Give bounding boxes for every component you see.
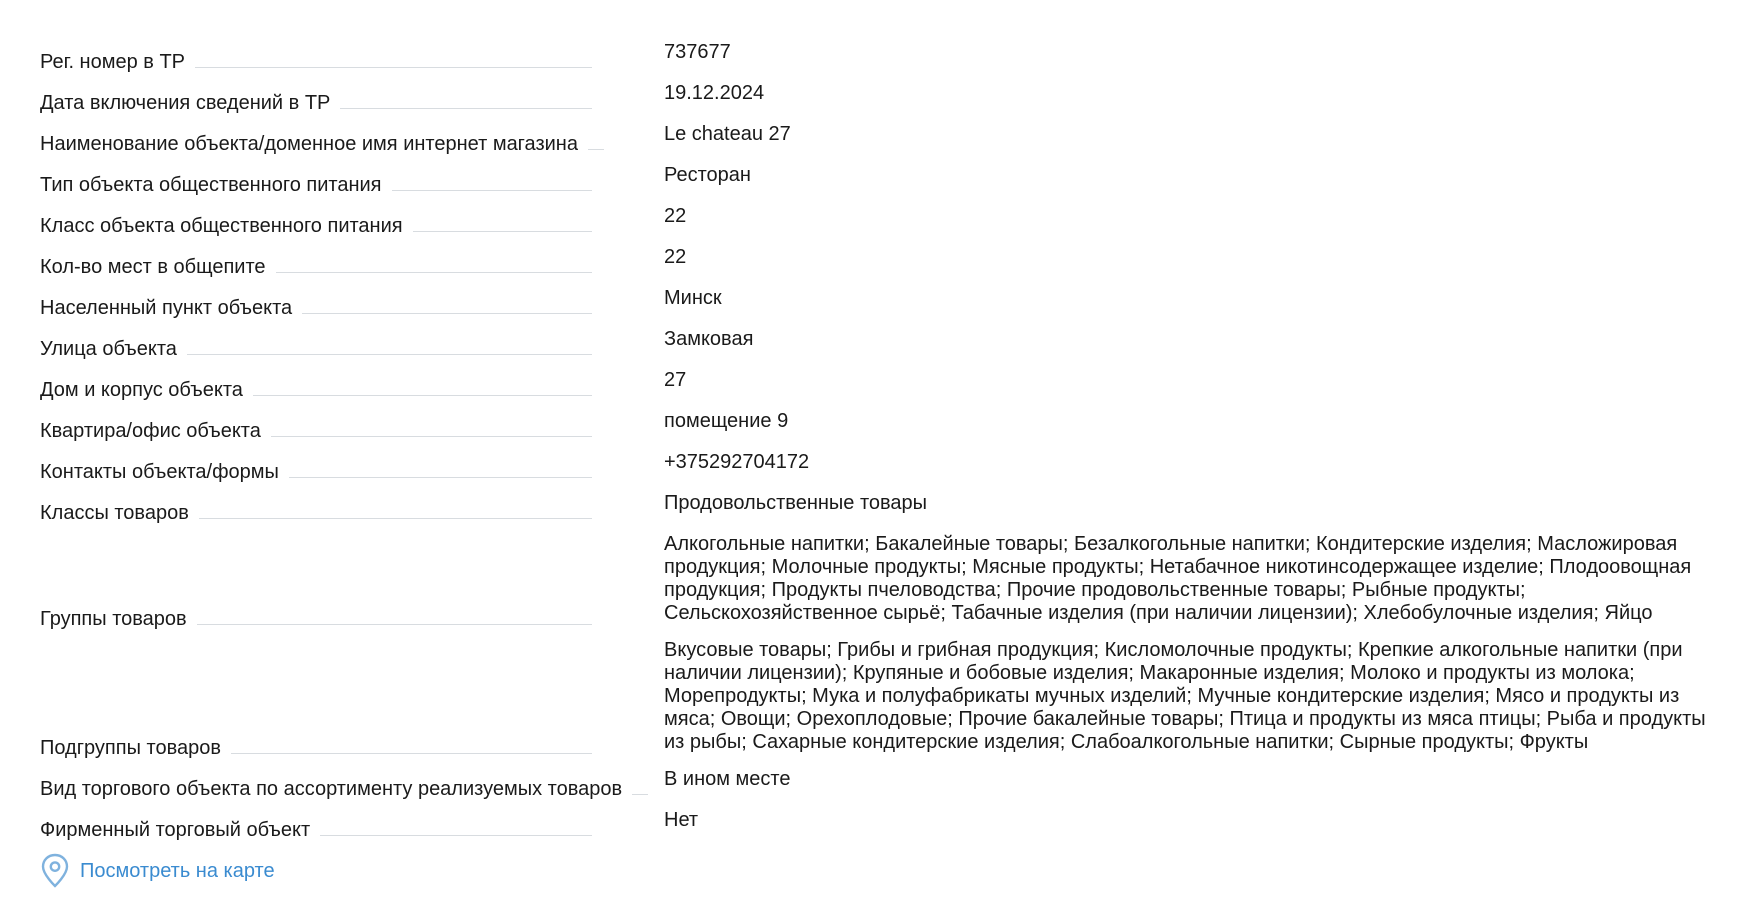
leader-line <box>197 624 592 625</box>
label-object-name: Наименование объекта/доменное имя интернет магазина <box>40 133 578 155</box>
leader-line <box>340 108 592 109</box>
label-goods-classes: Классы товаров <box>40 502 189 524</box>
label-goods-subgroups: Подгруппы товаров <box>40 737 221 759</box>
value-reg-number: 737677 <box>664 41 731 63</box>
value-branded-object: Нет <box>664 809 699 831</box>
label-contacts: Контакты объекта/формы <box>40 461 279 483</box>
value-goods-classes: Продовольственные товары <box>664 492 928 514</box>
value-locality: Минск <box>664 287 722 309</box>
label-inclusion-date: Дата включения сведений в ТР <box>40 92 331 114</box>
leader-line <box>271 436 592 437</box>
label-locality: Населенный пункт объекта <box>40 297 293 319</box>
value-office: помещение 9 <box>664 410 789 432</box>
value-inclusion-date: 19.12.2024 <box>664 82 765 104</box>
row-goods-subgroups <box>40 639 1745 775</box>
label-reg-number: Рег. номер в ТР <box>40 51 186 73</box>
value-catering-class: 22 <box>664 205 687 227</box>
map-pin-icon <box>40 853 70 889</box>
label-catering-class: Класс объекта общественного питания <box>40 215 403 237</box>
view-on-map-label[interactable]: Посмотреть на карте <box>80 860 275 882</box>
label-street: Улица объекта <box>40 338 177 360</box>
leader-line <box>199 518 592 519</box>
leader-line <box>320 835 592 836</box>
leader-line <box>413 231 592 232</box>
label-office: Квартира/офис объекта <box>40 420 261 442</box>
leader-line <box>289 477 592 478</box>
leader-line <box>195 67 592 68</box>
row-goods-groups <box>40 533 1745 646</box>
leader-line <box>392 190 593 191</box>
value-goods-groups: Алкогольные напитки; Бакалейные товары; Безалкогольные напитки; Кондитерские изделия; Масложировая продукция; Молочные продукты; Мясные продукты; Нетабачное никотинсодержащее изделие; Плодоовощная продукция; Продукты пчеловодства; Прочие продовольственные товары; Рыбные продукты; Сельскохозяйственное сырьё; Табачные изделия (при наличии лицензии); Хлебобулочные изделия; Яйцо <box>664 533 1692 624</box>
value-house: 27 <box>664 369 687 391</box>
label-branded-object: Фирменный торговый объект <box>40 819 311 841</box>
row-branded-object <box>40 809 1745 857</box>
label-house: Дом и корпус объекта <box>40 379 243 401</box>
label-goods-groups: Группы товаров <box>40 608 187 630</box>
view-on-map-link[interactable] <box>40 853 1745 889</box>
label-assortment-type: Вид торгового объекта по ассортименту реализуемых товаров <box>40 778 623 800</box>
leader-line <box>253 395 592 396</box>
value-catering-type: Ресторан <box>664 164 751 186</box>
leader-line <box>231 753 592 754</box>
value-object-name: Le chateau 27 <box>664 123 791 145</box>
value-assortment-type: В ином месте <box>664 768 791 790</box>
leader-line <box>187 354 592 355</box>
value-seats: 22 <box>664 246 687 268</box>
leader-line <box>276 272 592 273</box>
label-seats: Кол-во мест в общепите <box>40 256 266 278</box>
leader-line <box>302 313 592 314</box>
label-catering-type: Тип объекта общественного питания <box>40 174 382 196</box>
value-contacts: +375292704172 <box>664 451 810 473</box>
value-street: Замковая <box>664 328 754 350</box>
value-goods-subgroups: Вкусовые товары; Грибы и грибная продукция; Кисломолочные продукты; Крепкие алкогольные напитки (при наличии лицензии); Крупяные и бобовые изделия; Макаронные изделия; Молоко и продукты из молока; Морепродукты; Мука и полуфабрикаты мучных изделий; Мучные кондитерские изделия; Мясо и продукты из мяса; Овощи; Орехоплодовые; Прочие бакалейные товары; Птица и продукты из мяса птицы; Рыба и продукты из рыбы; Сахарные кондитерские изделия; Слабоалкогольные напитки; Сырные продукты; Фрукты <box>664 639 1706 753</box>
